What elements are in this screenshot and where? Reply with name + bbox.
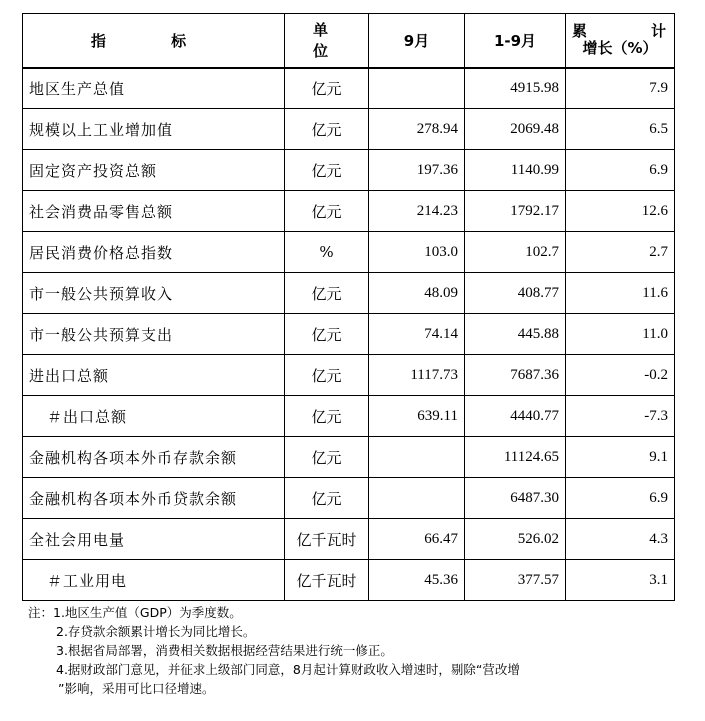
row-unit: 亿元 bbox=[285, 150, 369, 191]
row-name: 金融机构各项本外币存款余额 bbox=[23, 437, 285, 478]
statistics-table bbox=[22, 13, 675, 601]
table-row bbox=[23, 396, 675, 437]
row-name: 金融机构各项本外币贷款余额 bbox=[23, 478, 285, 519]
table-row bbox=[23, 273, 675, 314]
table-row bbox=[23, 109, 675, 150]
row-name: ＃出口总额 bbox=[23, 396, 285, 437]
table-row bbox=[23, 314, 675, 355]
row-month-value: 639.11 bbox=[369, 396, 465, 437]
row-ytd-value: 2069.48 bbox=[465, 109, 566, 150]
row-ytd-value: 1140.99 bbox=[465, 150, 566, 191]
row-unit: 亿元 bbox=[285, 109, 369, 150]
row-name: 全社会用电量 bbox=[23, 519, 285, 560]
row-growth-value: 12.6 bbox=[566, 191, 675, 232]
row-name: 进出口总额 bbox=[23, 355, 285, 396]
row-ytd-value: 408.77 bbox=[465, 273, 566, 314]
header-ytd: 1-9月 bbox=[465, 14, 566, 68]
row-ytd-value: 445.88 bbox=[465, 314, 566, 355]
row-unit: 亿元 bbox=[285, 355, 369, 396]
row-unit: 亿元 bbox=[285, 478, 369, 519]
row-unit: 亿千瓦时 bbox=[285, 560, 369, 601]
row-name: 地区生产总值 bbox=[23, 68, 285, 109]
row-growth-value: 2.7 bbox=[566, 232, 675, 273]
row-unit: 亿千瓦时 bbox=[285, 519, 369, 560]
header-row bbox=[23, 14, 675, 68]
table-row bbox=[23, 191, 675, 232]
row-month-value: 214.23 bbox=[369, 191, 465, 232]
row-month-value: 278.94 bbox=[369, 109, 465, 150]
row-ytd-value: 11124.65 bbox=[465, 437, 566, 478]
header-month: 9月 bbox=[369, 14, 465, 68]
row-name: 市一般公共预算支出 bbox=[23, 314, 285, 355]
row-ytd-value: 6487.30 bbox=[465, 478, 566, 519]
row-month-value bbox=[369, 68, 465, 109]
table-row bbox=[23, 519, 675, 560]
row-ytd-value: 377.57 bbox=[465, 560, 566, 601]
row-unit: 亿元 bbox=[285, 437, 369, 478]
row-month-value: 1117.73 bbox=[369, 355, 465, 396]
row-growth-value: 11.6 bbox=[566, 273, 675, 314]
row-growth-value: 7.9 bbox=[566, 68, 675, 109]
row-month-value: 66.47 bbox=[369, 519, 465, 560]
row-ytd-value: 4440.77 bbox=[465, 396, 566, 437]
footnote-2: 2.存贷款余额累计增长为同比增长。 bbox=[56, 624, 256, 639]
row-name: 规模以上工业增加值 bbox=[23, 109, 285, 150]
table-row bbox=[23, 437, 675, 478]
footnotes bbox=[28, 603, 688, 698]
row-unit: 亿元 bbox=[285, 68, 369, 109]
row-unit: 亿元 bbox=[285, 396, 369, 437]
row-month-value bbox=[369, 478, 465, 519]
header-indicator: 指 标 bbox=[23, 14, 285, 68]
row-growth-value: -0.2 bbox=[566, 355, 675, 396]
table-row bbox=[23, 68, 675, 109]
table-row bbox=[23, 478, 675, 519]
row-ytd-value: 526.02 bbox=[465, 519, 566, 560]
row-unit: % bbox=[285, 232, 369, 273]
row-growth-value: 6.9 bbox=[566, 150, 675, 191]
footnote-4: 4.据财政部门意见，并征求上级部门同意，8月起计算财政收入增速时，剔除“营改增 bbox=[56, 662, 520, 677]
row-name: ＃工业用电 bbox=[23, 560, 285, 601]
row-ytd-value: 102.7 bbox=[465, 232, 566, 273]
table-row bbox=[23, 150, 675, 191]
row-growth-value: 3.1 bbox=[566, 560, 675, 601]
row-name: 居民消费价格总指数 bbox=[23, 232, 285, 273]
row-ytd-value: 4915.98 bbox=[465, 68, 566, 109]
row-name: 固定资产投资总额 bbox=[23, 150, 285, 191]
row-unit: 亿元 bbox=[285, 191, 369, 232]
row-growth-value: 6.5 bbox=[566, 109, 675, 150]
row-growth-value: 6.9 bbox=[566, 478, 675, 519]
row-name: 市一般公共预算收入 bbox=[23, 273, 285, 314]
table-row bbox=[23, 355, 675, 396]
row-growth-value: -7.3 bbox=[566, 396, 675, 437]
row-growth-value: 4.3 bbox=[566, 519, 675, 560]
row-ytd-value: 7687.36 bbox=[465, 355, 566, 396]
row-month-value: 197.36 bbox=[369, 150, 465, 191]
row-growth-value: 11.0 bbox=[566, 314, 675, 355]
footnote-3: 3.根据省局部署，消费相关数据根据经营结果进行统一修正。 bbox=[56, 643, 393, 658]
row-month-value: 48.09 bbox=[369, 273, 465, 314]
row-ytd-value: 1792.17 bbox=[465, 191, 566, 232]
row-month-value: 103.0 bbox=[369, 232, 465, 273]
row-growth-value: 9.1 bbox=[566, 437, 675, 478]
row-unit: 亿元 bbox=[285, 314, 369, 355]
row-unit: 亿元 bbox=[285, 273, 369, 314]
table-row bbox=[23, 560, 675, 601]
row-month-value bbox=[369, 437, 465, 478]
row-name: 社会消费品零售总额 bbox=[23, 191, 285, 232]
table-row bbox=[23, 232, 675, 273]
row-month-value: 74.14 bbox=[369, 314, 465, 355]
row-month-value: 45.36 bbox=[369, 560, 465, 601]
footnote-1: 注：1.地区生产值（GDP）为季度数。 bbox=[28, 605, 242, 620]
header-unit: 单 位 bbox=[285, 14, 369, 68]
header-cumulative-growth: 累 计 增长（%） bbox=[566, 14, 675, 68]
footnote-4-continued: ”影响，采用可比口径增速。 bbox=[58, 681, 215, 696]
